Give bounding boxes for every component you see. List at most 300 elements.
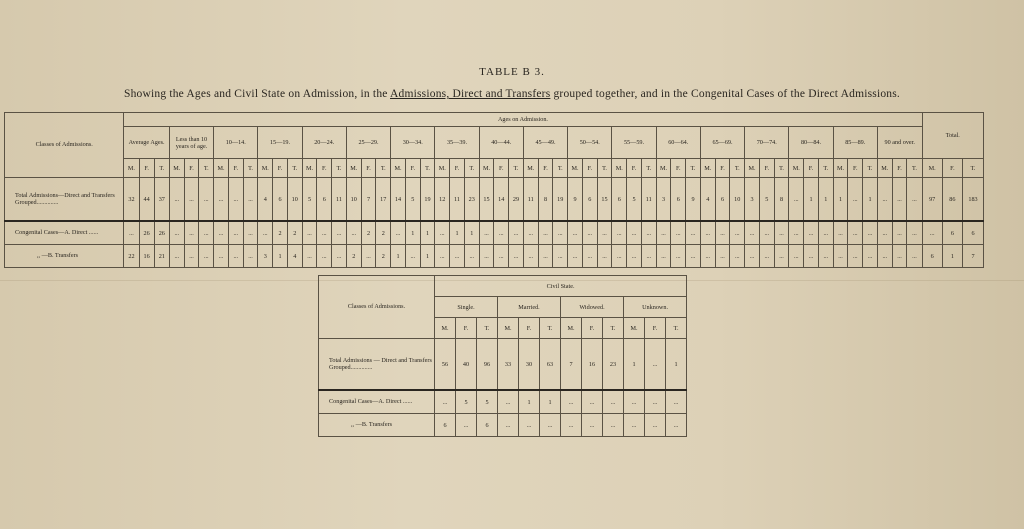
average-cell: 22: [124, 245, 139, 268]
civil-cell: 23: [603, 339, 624, 391]
sex-label: M.: [568, 159, 583, 178]
civil-cell: ...: [582, 390, 603, 414]
civil-cell: 1: [519, 390, 540, 414]
age-cell: ...: [214, 245, 229, 268]
civil-cell: 1: [540, 390, 561, 414]
sex-label: F.: [538, 159, 553, 178]
average-cell: 44: [139, 178, 154, 222]
age-cell: 15: [597, 178, 612, 222]
average-cell: 21: [154, 245, 169, 268]
age-cell: 4: [700, 178, 715, 222]
age-cell: ...: [759, 221, 774, 245]
sex-label: F.: [519, 318, 540, 339]
subtitle-underlined: Admissions, Direct and Transfers: [390, 88, 551, 100]
civil-cell: 56: [435, 339, 456, 391]
age-group-header: 40—44.: [479, 127, 523, 159]
age-cell: ...: [568, 221, 583, 245]
civil-state-table: [318, 275, 687, 437]
sex-label: T.: [287, 159, 302, 178]
age-cell: 11: [332, 178, 347, 222]
age-cell: 14: [391, 178, 406, 222]
civil-cell: ...: [456, 414, 477, 437]
age-cell: 10: [346, 178, 361, 222]
age-cell: ...: [907, 245, 922, 268]
average-cell: 16: [139, 245, 154, 268]
age-cell: 6: [582, 178, 597, 222]
age-group-header: 50—54.: [568, 127, 612, 159]
total-header: Total.: [922, 113, 983, 159]
row-label: ,, —B. Transfers: [5, 245, 124, 268]
average-cell: ...: [124, 221, 139, 245]
civil-cell: ...: [498, 414, 519, 437]
age-cell: ...: [730, 245, 745, 268]
row-label: Congenital Cases—A. Direct ......: [5, 221, 124, 245]
row-label: Total Admissions — Direct and Transfers Grouped..............: [319, 339, 435, 391]
civil-cell: ...: [666, 390, 687, 414]
age-cell: ...: [641, 221, 656, 245]
subtitle-post: grouped together, and in the Congenital Cases of the Direct Admissions.: [550, 88, 901, 100]
age-cell: ...: [892, 221, 907, 245]
total-cell: ...: [922, 221, 942, 245]
age-group-header: 65—69.: [700, 127, 744, 159]
age-cell: ...: [818, 221, 833, 245]
average-cell: 26: [139, 221, 154, 245]
age-cell: 3: [258, 245, 273, 268]
age-cell: 2: [376, 221, 391, 245]
age-cell: 5: [302, 178, 317, 222]
civil-group-header: Single.: [435, 297, 498, 318]
age-cell: ...: [302, 245, 317, 268]
sex-label: F.: [582, 318, 603, 339]
age-group-header: 10—14.: [214, 127, 258, 159]
age-cell: 2: [376, 245, 391, 268]
age-cell: ...: [686, 221, 701, 245]
sex-label: T.: [666, 318, 687, 339]
age-cell: ...: [199, 178, 214, 222]
sex-label: F.: [645, 318, 666, 339]
age-cell: ...: [597, 221, 612, 245]
total-cell: 86: [942, 178, 962, 222]
sex-label: F.: [671, 159, 686, 178]
age-cell: ...: [759, 245, 774, 268]
age-cell: 5: [759, 178, 774, 222]
sex-label: M.: [656, 159, 671, 178]
sex-label: T.: [907, 159, 922, 178]
sex-label: M.: [346, 159, 361, 178]
age-group-header: 15—19.: [258, 127, 302, 159]
age-cell: ...: [700, 245, 715, 268]
sex-label: F.: [804, 159, 819, 178]
age-cell: 7: [361, 178, 376, 222]
age-cell: 4: [287, 245, 302, 268]
age-cell: ...: [509, 245, 524, 268]
age-cell: ...: [686, 245, 701, 268]
age-cell: ...: [656, 245, 671, 268]
sex-label: M.: [479, 159, 494, 178]
civil-cell: ...: [435, 390, 456, 414]
civil-cell: 1: [666, 339, 687, 391]
age-cell: ...: [494, 245, 509, 268]
age-cell: ...: [494, 221, 509, 245]
sex-label: F.: [494, 159, 509, 178]
civil-cell: ...: [582, 414, 603, 437]
age-cell: 9: [568, 178, 583, 222]
total-cell: 6: [922, 245, 942, 268]
sex-label: F.: [273, 159, 288, 178]
sex-label: T.: [420, 159, 435, 178]
age-group-header: 55—59.: [612, 127, 656, 159]
age-cell: ...: [538, 221, 553, 245]
civil-state-header: Civil State.: [435, 276, 687, 297]
age-group-header: 30—34.: [391, 127, 435, 159]
age-cell: 8: [774, 178, 789, 222]
age-cell: ...: [199, 245, 214, 268]
age-cell: ...: [199, 221, 214, 245]
age-cell: ...: [715, 221, 730, 245]
age-cell: ...: [818, 245, 833, 268]
age-cell: ...: [538, 245, 553, 268]
age-cell: ...: [228, 178, 243, 222]
sex-label: T.: [730, 159, 745, 178]
sex-label: F.: [848, 159, 863, 178]
age-cell: 15: [479, 178, 494, 222]
age-cell: ...: [627, 245, 642, 268]
age-group-header: 80—84.: [789, 127, 833, 159]
age-cell: ...: [907, 178, 922, 222]
age-group-header: 25—29.: [346, 127, 390, 159]
age-cell: 17: [376, 178, 391, 222]
age-cell: 5: [627, 178, 642, 222]
age-cell: ...: [184, 178, 199, 222]
table-title: TABLE B 3.: [479, 66, 545, 78]
sex-label: M.: [612, 159, 627, 178]
ages-table: [4, 112, 984, 268]
civil-group-header: Widowed.: [561, 297, 624, 318]
age-cell: 1: [420, 245, 435, 268]
age-cell: ...: [582, 245, 597, 268]
sex-label: T.: [963, 159, 984, 178]
civil-cell: ...: [561, 414, 582, 437]
age-cell: ...: [243, 178, 258, 222]
table-row: [319, 339, 687, 391]
age-cell: 1: [863, 178, 878, 222]
civil-cell: 40: [456, 339, 477, 391]
age-cell: 3: [656, 178, 671, 222]
age-cell: ...: [509, 221, 524, 245]
age-cell: ...: [774, 245, 789, 268]
sex-label: M.: [124, 159, 139, 178]
age-cell: ...: [597, 245, 612, 268]
civil-cell: 1: [624, 339, 645, 391]
sex-label: M.: [214, 159, 229, 178]
total-cell: 183: [963, 178, 984, 222]
age-cell: ...: [169, 178, 184, 222]
age-cell: ...: [523, 221, 538, 245]
sex-label: M.: [624, 318, 645, 339]
age-cell: ...: [774, 221, 789, 245]
age-group-header: 35—39.: [435, 127, 479, 159]
sex-label: T.: [553, 159, 568, 178]
total-cell: 1: [942, 245, 962, 268]
age-cell: 14: [494, 178, 509, 222]
age-cell: ...: [745, 221, 760, 245]
average-cell: 32: [124, 178, 139, 222]
sex-label: T.: [477, 318, 498, 339]
age-cell: ...: [435, 245, 450, 268]
age-cell: ...: [302, 221, 317, 245]
sex-label: M.: [435, 318, 456, 339]
age-cell: ...: [789, 221, 804, 245]
civil-cell: ...: [645, 414, 666, 437]
ages-header: Ages on Admission.: [124, 113, 922, 127]
age-cell: 2: [346, 245, 361, 268]
civil-cell: ...: [624, 414, 645, 437]
age-cell: ...: [464, 245, 479, 268]
row-label: Congenital Cases—A. Direct ......: [319, 390, 435, 414]
age-group-header: 70—74.: [745, 127, 789, 159]
table-row: [5, 245, 984, 268]
sex-label: F.: [361, 159, 376, 178]
civil-cell: 6: [477, 414, 498, 437]
age-cell: ...: [228, 221, 243, 245]
sex-label: M.: [391, 159, 406, 178]
age-cell: 10: [730, 178, 745, 222]
age-cell: 1: [464, 221, 479, 245]
civil-cell: 33: [498, 339, 519, 391]
sex-label: M.: [922, 159, 942, 178]
table-row: [319, 414, 687, 437]
age-group-header: Less than 10 years of age.: [169, 127, 213, 159]
civil-cell: ...: [645, 390, 666, 414]
age-cell: ...: [228, 245, 243, 268]
age-cell: 4: [258, 178, 273, 222]
age-cell: ...: [258, 221, 273, 245]
table-subtitle: [0, 88, 1024, 100]
civil-cell: 7: [561, 339, 582, 391]
age-cell: ...: [789, 245, 804, 268]
age-cell: 6: [671, 178, 686, 222]
age-cell: ...: [214, 221, 229, 245]
civil-cell: ...: [645, 339, 666, 391]
age-cell: ...: [804, 245, 819, 268]
age-cell: ...: [863, 245, 878, 268]
sex-label: T.: [597, 159, 612, 178]
classes-header: Classes of Admissions.: [5, 113, 124, 178]
table-row: [5, 221, 984, 245]
total-cell: 6: [963, 221, 984, 245]
sex-label: F.: [715, 159, 730, 178]
sex-label: T.: [199, 159, 214, 178]
sex-label: F.: [759, 159, 774, 178]
age-cell: ...: [184, 245, 199, 268]
sex-label: F.: [184, 159, 199, 178]
age-cell: 6: [612, 178, 627, 222]
civil-group-header: Unknown.: [624, 297, 687, 318]
age-cell: ...: [833, 245, 848, 268]
age-group-header: 90 and over.: [877, 127, 922, 159]
age-cell: 1: [833, 178, 848, 222]
age-cell: 6: [715, 178, 730, 222]
age-cell: ...: [450, 245, 465, 268]
civil-cell: ...: [624, 390, 645, 414]
age-cell: 6: [273, 178, 288, 222]
age-cell: 2: [287, 221, 302, 245]
sex-label: M.: [789, 159, 804, 178]
age-cell: ...: [243, 245, 258, 268]
age-cell: ...: [745, 245, 760, 268]
row-label: Total Admissions—Direct and Transfers Grouped..............: [5, 178, 124, 222]
age-group-header: 60—64.: [656, 127, 700, 159]
age-cell: ...: [877, 221, 892, 245]
table-row: [5, 178, 984, 222]
total-cell: 6: [942, 221, 962, 245]
age-cell: 5: [405, 178, 420, 222]
civil-cell: ...: [498, 390, 519, 414]
sex-label: F.: [228, 159, 243, 178]
age-cell: 19: [420, 178, 435, 222]
sex-label: T.: [464, 159, 479, 178]
sex-label: M.: [169, 159, 184, 178]
age-cell: ...: [730, 221, 745, 245]
civil-group-header: Married.: [498, 297, 561, 318]
header-row-sex: [5, 159, 984, 178]
age-cell: 3: [745, 178, 760, 222]
age-cell: 2: [361, 221, 376, 245]
age-cell: ...: [169, 245, 184, 268]
civil-cell: ...: [561, 390, 582, 414]
age-cell: ...: [582, 221, 597, 245]
sex-label: M.: [302, 159, 317, 178]
age-cell: 1: [391, 245, 406, 268]
age-cell: ...: [553, 221, 568, 245]
age-cell: ...: [317, 221, 332, 245]
age-cell: ...: [715, 245, 730, 268]
sex-label: F.: [456, 318, 477, 339]
sex-label: M.: [700, 159, 715, 178]
age-cell: 2: [273, 221, 288, 245]
sex-label: M.: [523, 159, 538, 178]
age-cell: ...: [553, 245, 568, 268]
age-cell: ...: [848, 221, 863, 245]
sex-label: M.: [833, 159, 848, 178]
sex-label: M.: [745, 159, 760, 178]
sex-label: F.: [317, 159, 332, 178]
age-group-header: 20—24.: [302, 127, 346, 159]
age-cell: 12: [435, 178, 450, 222]
civil-cell: 63: [540, 339, 561, 391]
total-cell: 7: [963, 245, 984, 268]
sex-label: T.: [863, 159, 878, 178]
sex-label: T.: [154, 159, 169, 178]
civil-cell: 5: [477, 390, 498, 414]
civil-cell: 5: [456, 390, 477, 414]
age-cell: ...: [479, 221, 494, 245]
age-cell: 11: [523, 178, 538, 222]
age-cell: ...: [435, 221, 450, 245]
age-cell: 11: [641, 178, 656, 222]
age-cell: ...: [641, 245, 656, 268]
age-cell: 9: [686, 178, 701, 222]
age-cell: ...: [877, 178, 892, 222]
age-cell: 8: [538, 178, 553, 222]
age-cell: ...: [317, 245, 332, 268]
civil-header-row: [319, 276, 687, 297]
row-label: ,, —B. Transfers: [319, 414, 435, 437]
civil-cell: ...: [603, 414, 624, 437]
age-cell: ...: [391, 221, 406, 245]
civil-classes-header: Classes of Admissions.: [319, 276, 435, 339]
age-cell: 1: [420, 221, 435, 245]
age-cell: ...: [848, 245, 863, 268]
sex-label: F.: [450, 159, 465, 178]
age-cell: ...: [671, 221, 686, 245]
sex-label: F.: [139, 159, 154, 178]
sex-label: T.: [332, 159, 347, 178]
age-cell: ...: [332, 245, 347, 268]
age-cell: 1: [804, 178, 819, 222]
civil-cell: 30: [519, 339, 540, 391]
age-cell: ...: [523, 245, 538, 268]
civil-cell: ...: [519, 414, 540, 437]
age-cell: ...: [361, 245, 376, 268]
age-cell: ...: [184, 221, 199, 245]
sex-label: F.: [627, 159, 642, 178]
sex-label: T.: [774, 159, 789, 178]
civil-cell: 16: [582, 339, 603, 391]
sex-label: M.: [498, 318, 519, 339]
age-cell: ...: [877, 245, 892, 268]
table-row: [319, 390, 687, 414]
average-cell: 37: [154, 178, 169, 222]
age-cell: ...: [612, 245, 627, 268]
sex-label: T.: [509, 159, 524, 178]
age-cell: 1: [450, 221, 465, 245]
sex-label: T.: [603, 318, 624, 339]
average-ages-header: Average Ages.: [124, 127, 170, 159]
age-cell: ...: [612, 221, 627, 245]
age-cell: 29: [509, 178, 524, 222]
civil-cell: 6: [435, 414, 456, 437]
age-cell: ...: [568, 245, 583, 268]
civil-cell: 96: [477, 339, 498, 391]
age-cell: ...: [169, 221, 184, 245]
sex-label: F.: [892, 159, 907, 178]
sex-label: T.: [540, 318, 561, 339]
sex-label: T.: [686, 159, 701, 178]
age-cell: ...: [804, 221, 819, 245]
sex-label: T.: [641, 159, 656, 178]
age-cell: ...: [346, 221, 361, 245]
age-cell: 6: [317, 178, 332, 222]
age-cell: ...: [214, 178, 229, 222]
age-cell: 11: [450, 178, 465, 222]
age-cell: 19: [553, 178, 568, 222]
age-cell: ...: [243, 221, 258, 245]
age-cell: ...: [700, 221, 715, 245]
sex-label: M.: [258, 159, 273, 178]
age-cell: ...: [833, 221, 848, 245]
age-cell: ...: [789, 178, 804, 222]
sex-label: M.: [561, 318, 582, 339]
age-cell: ...: [671, 245, 686, 268]
age-cell: 23: [464, 178, 479, 222]
age-cell: 10: [287, 178, 302, 222]
header-row-groups: [5, 127, 984, 159]
age-cell: ...: [656, 221, 671, 245]
sex-label: M.: [435, 159, 450, 178]
age-cell: ...: [332, 221, 347, 245]
civil-cell: ...: [666, 414, 687, 437]
